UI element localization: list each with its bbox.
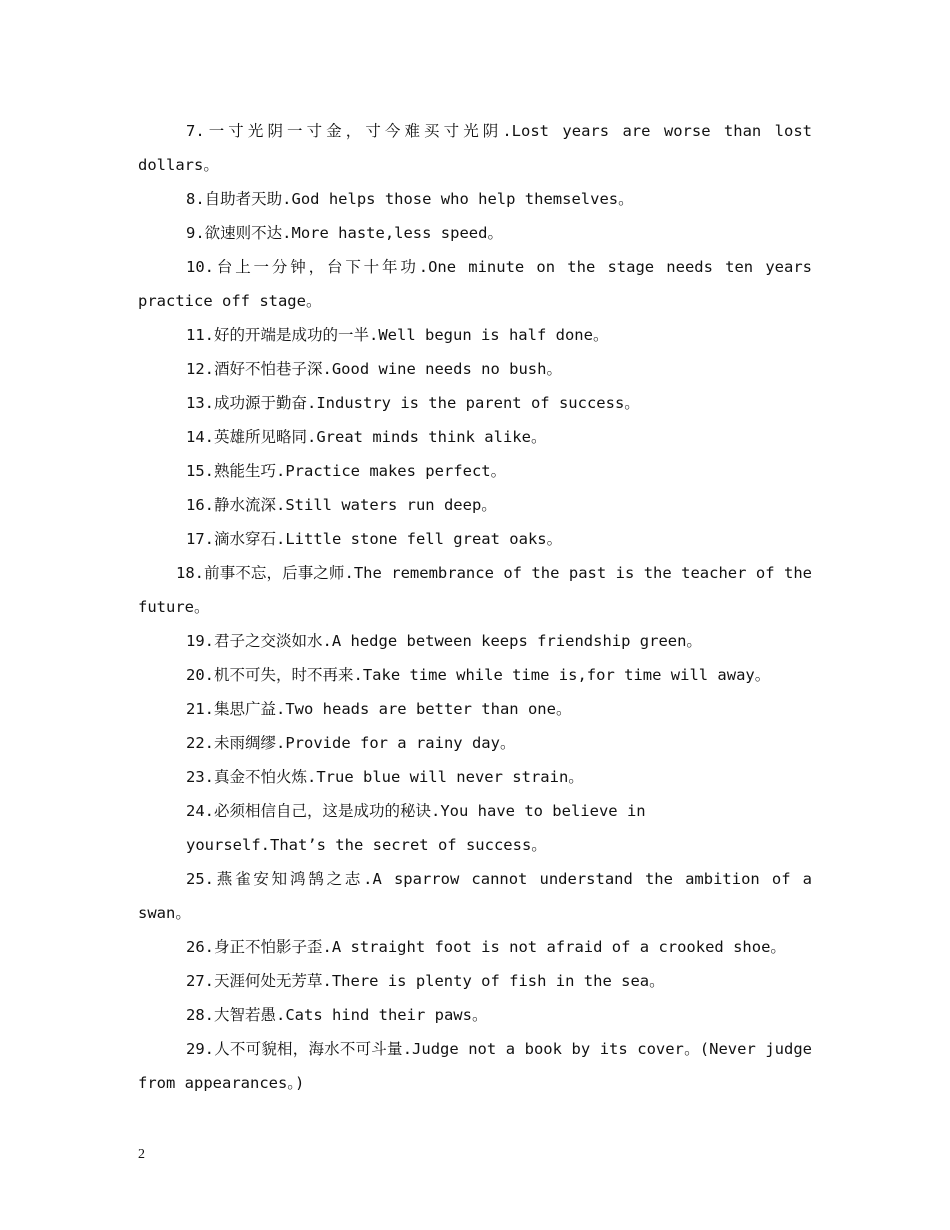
proverb-list <box>138 114 812 1100</box>
proverb-24-continuation: yourself.That’s the secret of success。 <box>186 836 547 854</box>
proverb-20: 20.机不可失，时不再来.Take time while time is,for time will away。 <box>186 666 771 684</box>
proverb-9: 9.欲速则不达.More haste,less speed。 <box>186 224 503 242</box>
proverb-8: 8.自助者天助.God helps those who help themselves。 <box>186 190 634 208</box>
proverb-14: 14.英雄所见略同.Great minds think alike。 <box>186 428 547 446</box>
proverb-28: 28.大智若愚.Cats hind their paws。 <box>186 1006 488 1024</box>
proverb-29: 29.人不可貌相，海水不可斗量.Judge not a book by its cover。(Never judge from appearances。) <box>138 1040 812 1092</box>
proverb-21: 21.集思广益.Two heads are better than one。 <box>186 700 572 718</box>
proverb-22: 22.未雨绸缪.Provide for a rainy day。 <box>186 734 516 752</box>
proverb-11: 11.好的开端是成功的一半.Well begun is half done。 <box>186 326 609 344</box>
proverb-24: 24.必须相信自己，这是成功的秘诀.You have to believe in <box>186 802 646 820</box>
proverb-15: 15.熟能生巧.Practice makes perfect。 <box>186 462 507 480</box>
proverb-26: 26.身正不怕影子歪.A straight foot is not afraid of a crooked shoe。 <box>186 938 786 956</box>
proverb-16: 16.静水流深.Still waters run deep。 <box>186 496 497 514</box>
proverb-10: 10.台上一分钟，台下十年功.One minute on the stage needs ten years practice off stage。 <box>138 258 812 310</box>
proverb-18: 18.前事不忘，后事之师.The remembrance of the past is the teacher of the future。 <box>138 564 812 616</box>
proverb-27: 27.天涯何处无芳草.There is plenty of fish in the sea。 <box>186 972 665 990</box>
proverb-23: 23.真金不怕火炼.True blue will never strain。 <box>186 768 584 786</box>
proverb-25: 25.燕雀安知鸿鹄之志.A sparrow cannot understand the ambition of a swan。 <box>138 870 812 922</box>
proverb-7: 7.一寸光阴一寸金，寸今难买寸光阴.Lost years are worse than lost dollars。 <box>138 122 812 174</box>
proverb-12: 12.酒好不怕巷子深.Good wine needs no bush。 <box>186 360 562 378</box>
page-number: 2 <box>138 1147 145 1162</box>
proverb-19: 19.君子之交淡如水.A hedge between keeps friendship green。 <box>186 632 702 650</box>
proverb-17: 17.滴水穿石.Little stone fell great oaks。 <box>186 530 563 548</box>
proverb-13: 13.成功源于勤奋.Industry is the parent of success。 <box>186 394 640 412</box>
